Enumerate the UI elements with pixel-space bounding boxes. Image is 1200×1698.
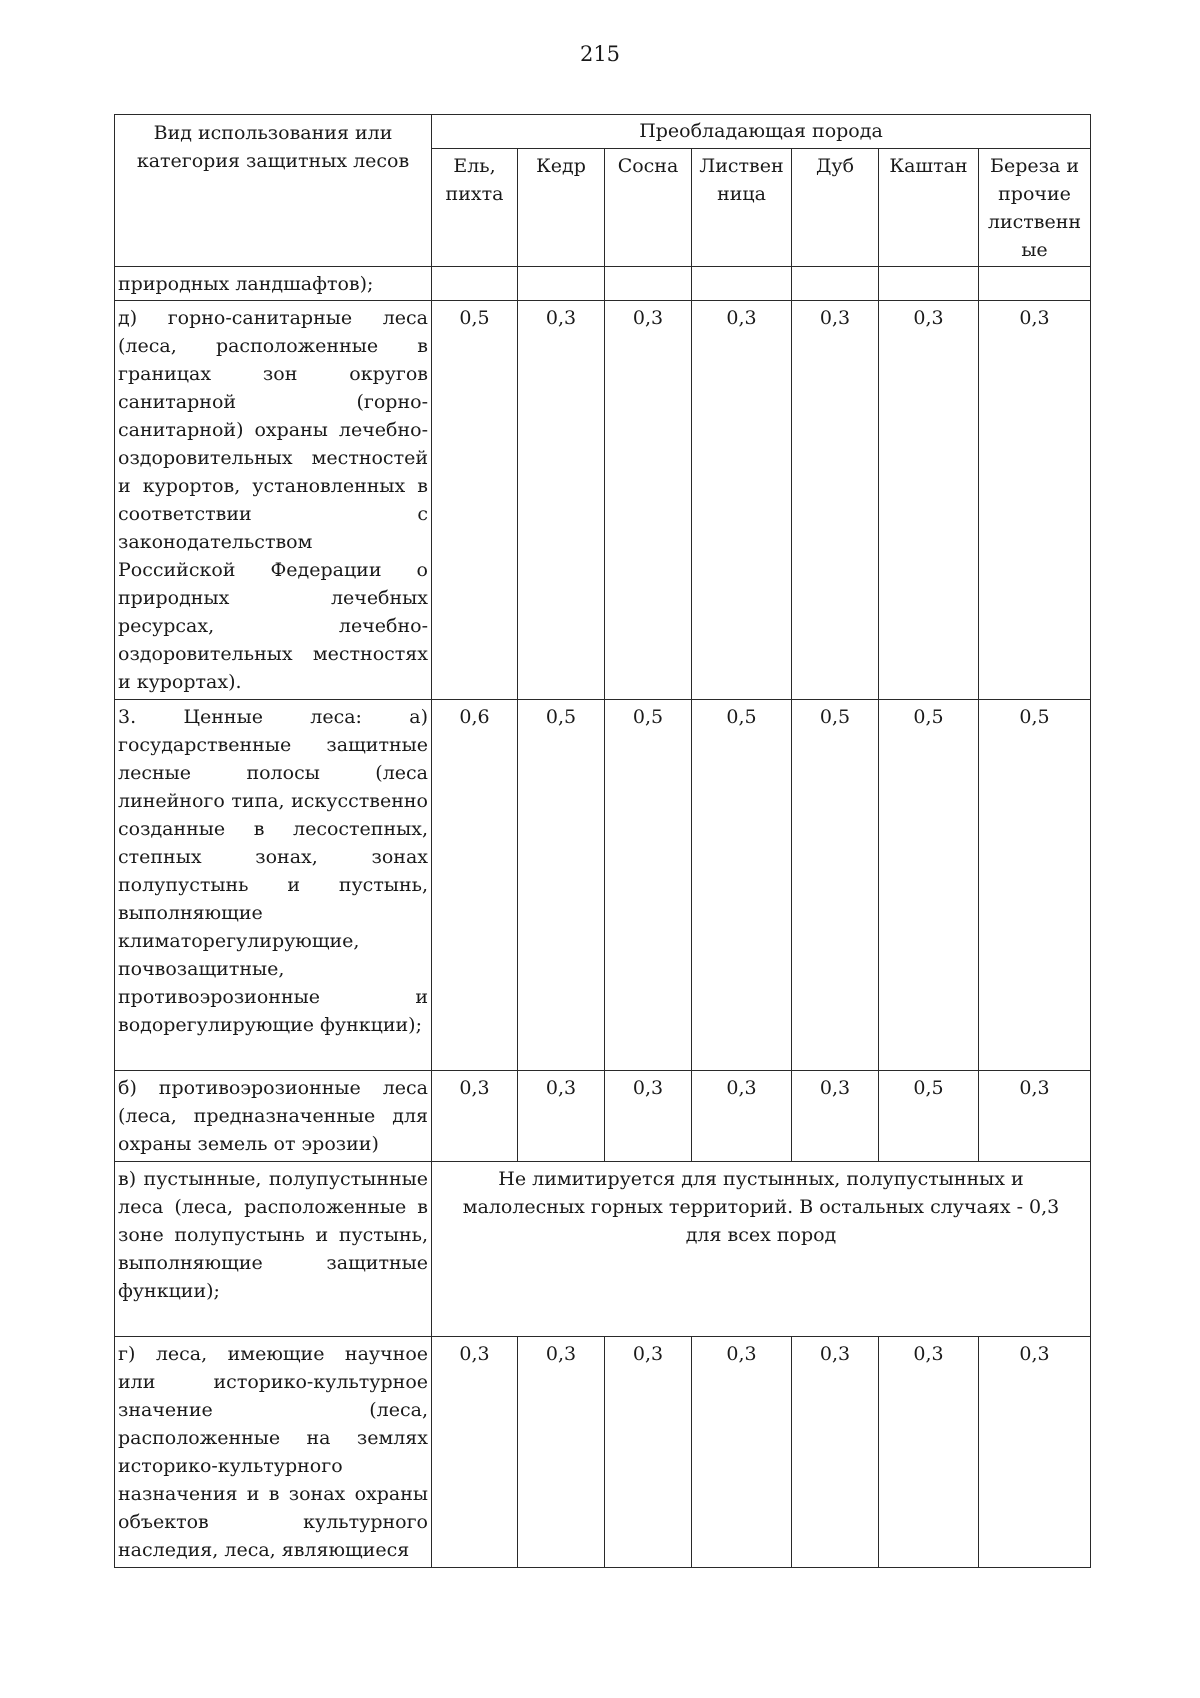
row-value: 0,5 bbox=[979, 700, 1091, 1071]
row-value: 0,5 bbox=[605, 700, 692, 1071]
row-value bbox=[432, 267, 518, 301]
row-value bbox=[692, 267, 792, 301]
row-value: 0,5 bbox=[879, 1071, 979, 1162]
table-row bbox=[115, 267, 1091, 301]
row-value bbox=[792, 267, 879, 301]
table-row bbox=[115, 301, 1091, 700]
row-description: г) леса, имеющие научное или историко-культурное значение (леса, расположенные на землях историко-культурного назначения и в зонах охраны объектов культурного наследия, леса, являющиеся bbox=[115, 1337, 432, 1568]
row-value: 0,3 bbox=[605, 1071, 692, 1162]
header-use-category: Вид использования или категория защитных лесов bbox=[115, 115, 432, 267]
row-value: 0,3 bbox=[792, 1071, 879, 1162]
row-value: 0,3 bbox=[792, 301, 879, 700]
row-description: 3. Ценные леса: а) государственные защитные лесные полосы (леса линейного типа, искусственно созданные в лесостепных, степных зонах, зонах полупустынь и пустынь, выполняющие климаторегулирующие, почвозащитные, противоэрозионные и водорегулирующие функции); bbox=[115, 700, 432, 1071]
header-species-pine: Сосна bbox=[605, 149, 692, 267]
row-description: в) пустынные, полупустынные леса (леса, расположенные в зоне полупустынь и пустынь, выполняющие защитные функции); bbox=[115, 1162, 432, 1337]
row-value bbox=[879, 267, 979, 301]
table-row bbox=[115, 1162, 1091, 1337]
header-species-birch-other: Береза и прочие лиственн ые bbox=[979, 149, 1091, 267]
row-description: природных ландшафтов); bbox=[115, 267, 432, 301]
header-species-spruce-fir: Ель, пихта bbox=[432, 149, 518, 267]
row-value: 0,6 bbox=[432, 700, 518, 1071]
table-row bbox=[115, 1071, 1091, 1162]
row-value: 0,5 bbox=[432, 301, 518, 700]
header-species-oak: Дуб bbox=[792, 149, 879, 267]
row-value: 0,3 bbox=[879, 1337, 979, 1568]
row-value: 0,3 bbox=[518, 301, 605, 700]
row-value: 0,3 bbox=[605, 301, 692, 700]
row-value: 0,5 bbox=[518, 700, 605, 1071]
row-note: Не лимитируется для пустынных, полупустынных и малолесных горных территорий. В остальных случаях - 0,3 для всех пород bbox=[432, 1162, 1091, 1337]
row-value: 0,3 bbox=[979, 1337, 1091, 1568]
row-value: 0,3 bbox=[518, 1071, 605, 1162]
row-value: 0,5 bbox=[792, 700, 879, 1071]
row-value: 0,5 bbox=[879, 700, 979, 1071]
header-species-cedar: Кедр bbox=[518, 149, 605, 267]
row-value: 0,3 bbox=[432, 1337, 518, 1568]
row-value: 0,3 bbox=[979, 301, 1091, 700]
row-value: 0,3 bbox=[432, 1071, 518, 1162]
row-description: д) горно-санитарные леса (леса, расположенные в границах зон округов санитарной (горно-санитарной) охраны лечебно-оздоровительных местностей и курортов, установленных в соответствии с законодательством Российской Федерации о природных лечебных ресурсах, лечебно-оздоровительных местностях и курортах). bbox=[115, 301, 432, 700]
row-value: 0,5 bbox=[692, 700, 792, 1071]
row-value bbox=[518, 267, 605, 301]
row-value: 0,3 bbox=[605, 1337, 692, 1568]
row-value: 0,3 bbox=[792, 1337, 879, 1568]
row-value: 0,3 bbox=[692, 1071, 792, 1162]
row-value bbox=[979, 267, 1091, 301]
row-value bbox=[605, 267, 692, 301]
header-species-chestnut: Каштан bbox=[879, 149, 979, 267]
header-species-larch: Листвен ница bbox=[692, 149, 792, 267]
row-description: б) противоэрозионные леса (леса, предназначенные для охраны земель от эрозии) bbox=[115, 1071, 432, 1162]
page-number: 215 bbox=[579, 42, 621, 66]
row-value: 0,3 bbox=[518, 1337, 605, 1568]
row-value: 0,3 bbox=[692, 1337, 792, 1568]
row-value: 0,3 bbox=[879, 301, 979, 700]
table-row bbox=[115, 700, 1091, 1071]
row-value: 0,3 bbox=[979, 1071, 1091, 1162]
row-value: 0,3 bbox=[692, 301, 792, 700]
header-species-group: Преобладающая порода bbox=[432, 115, 1091, 149]
table-row bbox=[115, 1337, 1091, 1568]
forest-use-table bbox=[114, 114, 1091, 1568]
